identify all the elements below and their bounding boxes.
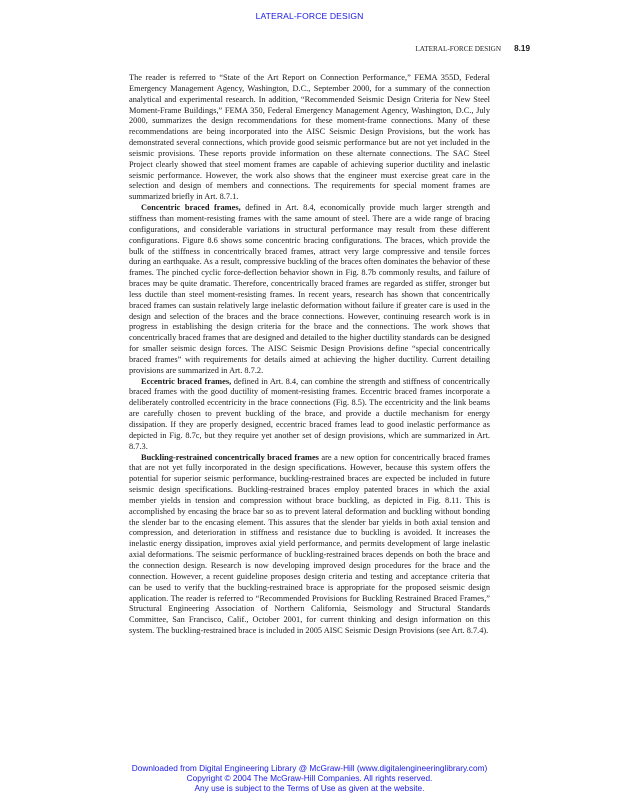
footer-terms-line: Any use is subject to the Terms of Use as given at the website. bbox=[194, 783, 425, 793]
running-head-label: LATERAL-FORCE DESIGN bbox=[415, 45, 502, 53]
running-head bbox=[415, 44, 530, 53]
paragraph-text: The reader is referred to “State of the Art Report on Connection Performance,” FEMA 355D, Federal Emergency Management Agency, Washington, D.C., September 2000, for a summary of the connection analytical and experimental research. In addition, “Recommended Seismic Design Criteria for New Steel Moment-Frame Buildings,” FEMA 350, Federal Emergency Management Agency, Washington, D.C., July 2000, summarizes the design recommendations for these moment-frame connections. Many of these recommendations are being incorporated into the AISC Seismic Design Provisions, but the work has demonstrated several connections, which provide good seismic performance but are not yet included in the seismic provisions. These reports provide information on these alternate connections. The SAC Steel Project clearly showed that steel moment frames are capable of achieving superior ductility and inelastic seismic performance. However, the work also shows that the engineer must exercise great care in the selection and design of members and connections. The requirements for special moment frames are summarized briefly in Art. 8.7.1. bbox=[129, 73, 490, 202]
paragraph-text: defined in Art. 8.4, can combine the strength and stiffness of concentrically braced frames with the good ductility of moment-resisting frames. Eccentric braced frames incorporate a deliberately controlled eccentricity in the brace connections (Fig. 8.5). The eccentricity and the link beams are carefully chosen to prevent buckling of the brace, and provide a ductile mechanism for energy dissipation. If they are properly designed, eccentric braced frames lead to good inelastic performance as depicted in Fig. 8.7c, but they require yet another set of design provisions, which are summarized in Art. 8.7.3. bbox=[129, 376, 490, 451]
paragraph-text: defined in Art. 8.4, economically provide much larger strength and stiffness than moment-resisting frames with the same amount of steel. There are a wide range of bracing configurations, and considerable variations in structural performance may result from these different configurations. Figure 8.6 shows some concentric bracing configurations. The braces, which provide the bulk of the stiffness in concentrically braced frames, attract very large compressive and tensile forces during an earthquake. As a result, compressive buckling of the braces often dominates the behavior of these frames. The pinched cyclic force-deflection behavior shown in Fig. 8.7b commonly results, and failure of braces may be quite dramatic. Therefore, concentrically braced frames are regarded as stiffer, stronger but less ductile than steel moment-resisting frames. In recent years, research has shown that concentrically braced frames can sustain relatively large inelastic deformation without failure if greater care is used in the design and selection of the braces and the brace connections. However, continuing research work is in progress in establishing the design criteria for the brace and the connections. The work shows that concentrically braced frames that are designed and detailed to the higher ductility standards can be designed for smaller seismic design forces. The AISC Seismic Design Provisions define “special concentrically braced frames” with requirements for details aimed at achieving the higher ductility. Current detailing provisions are summarized in Art. 8.7.2. bbox=[129, 203, 490, 375]
page-number: 8.19 bbox=[514, 44, 530, 53]
paragraph-runin: Concentric braced frames, bbox=[141, 203, 241, 213]
paragraph-runin: Buckling-restrained concentrically braced frames bbox=[141, 452, 319, 462]
paragraph-eccentric-braced-frames bbox=[129, 377, 490, 453]
paragraph-text: are a new option for concentrically braced frames that are not yet fully incorporated in the design specifications. However, because this system offers the potential for superior seismic performance, buckling-restrained braces are expected be included in future seismic design specifications. Buckling-restrained braces employ patented braces in which the axial member yields in tension and compression without brace buckling, as depicted in Fig. 8.11. This is accomplished by encasing the brace bar so as to prevent lateral deformation and buckling without bonding the slender bar to the encasing element. This assures that the slender bar yields in both axial tension and compression, and deterioration in stiffness and resistance due to buckling is avoided. It increases the inelastic energy dissipation, improves axial yield performance, and permits development of large inelastic axial deformations. The seismic performance of buckling-restrained braces depends on both the brace and the connection design. Research is now developing improved design procedures for the brace and the connection. However, a recent guideline proposes design criteria and testing and acceptance criteria that can be used to verify that the buckling-restrained brace is appropriate for the proposed seismic design application. The reader is referred to “Recommended Provisions for Buckling Restrained Braced Frames,” Structural Engineering Association of Northern California, Seismology and Structural Standards Committee, San Francisco, Calif., October 2001, for current thinking and design information on this system. The buckling-restrained brace is included in 2005 AISC Seismic Design Provisions (see Art. 8.7.4). bbox=[129, 452, 490, 636]
body-text bbox=[129, 73, 490, 637]
footer-copyright-line: Copyright © 2004 The McGraw-Hill Companies. All rights reserved. bbox=[186, 773, 433, 783]
paragraph-runin: Eccentric braced frames, bbox=[141, 376, 232, 386]
footer-download-line[interactable]: Downloaded from Digital Engineering Library @ McGraw-Hill (www.digitalengineeringlibrary.com) bbox=[131, 763, 488, 773]
paragraph-concentric-braced-frames bbox=[129, 203, 490, 377]
top-banner-title: LATERAL-FORCE DESIGN bbox=[255, 11, 364, 21]
paragraph-connection-performance bbox=[129, 73, 490, 203]
paragraph-buckling-restrained-frames bbox=[129, 453, 490, 637]
download-footer bbox=[0, 763, 619, 793]
